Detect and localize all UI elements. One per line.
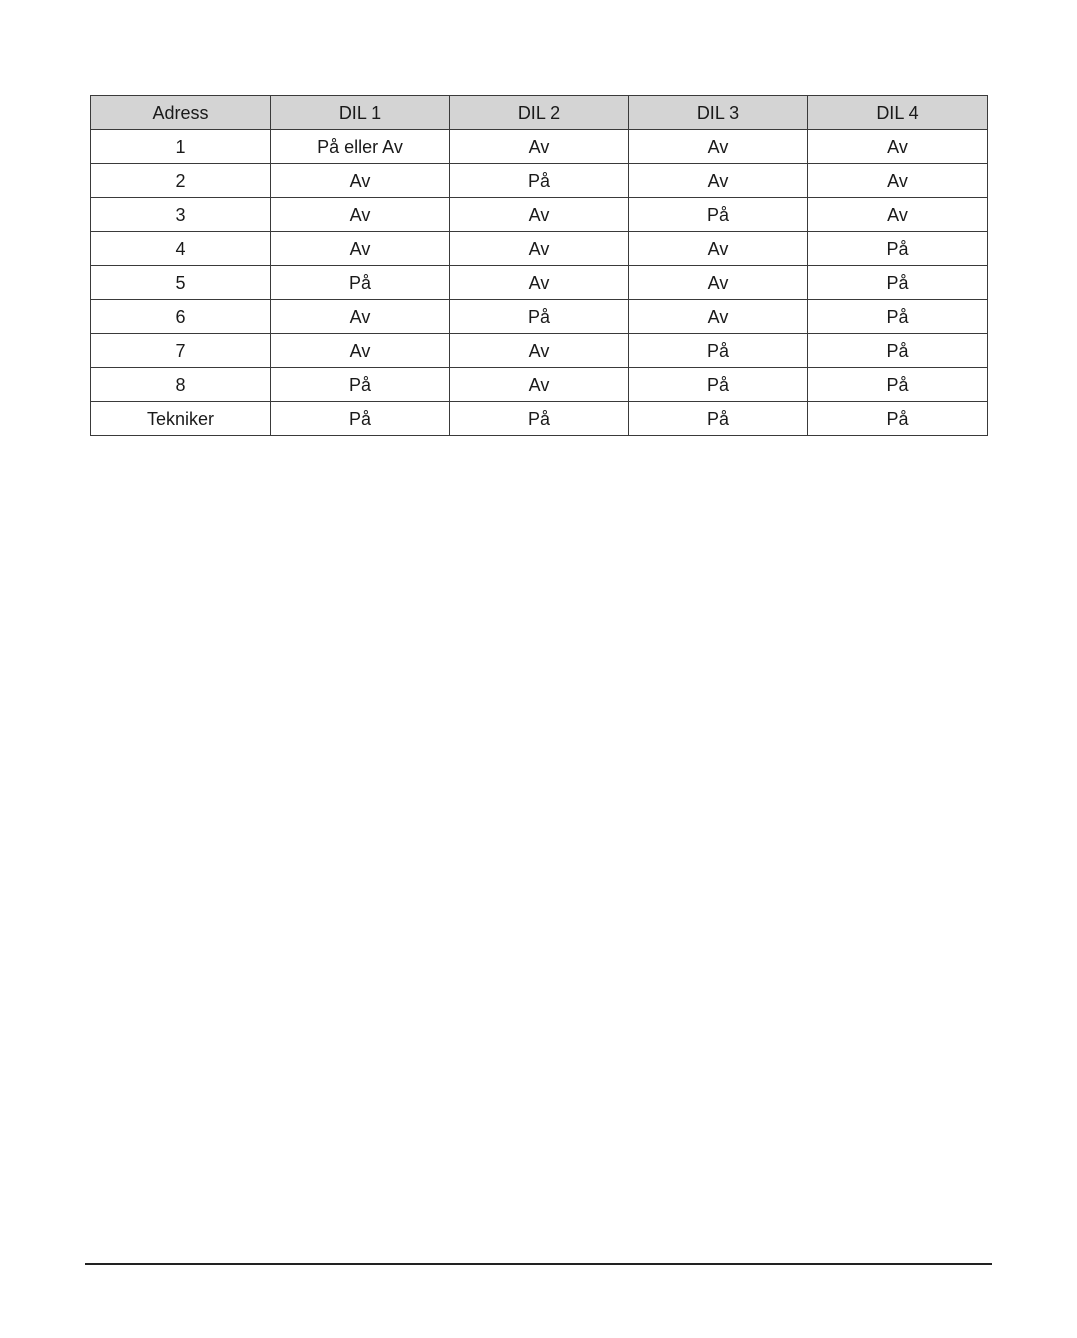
- cell-dil-3: Av: [629, 164, 808, 198]
- table-row: [91, 130, 988, 164]
- table-row: [91, 300, 988, 334]
- header-adress: Adress: [91, 96, 271, 130]
- table-header-row: [91, 96, 988, 130]
- cell-dil-1: På eller Av: [271, 130, 450, 164]
- header-dil-1: DIL 1: [271, 96, 450, 130]
- cell-dil-3: På: [629, 368, 808, 402]
- cell-adress: 1: [91, 130, 271, 164]
- cell-dil-2: Av: [450, 334, 629, 368]
- header-dil-4: DIL 4: [808, 96, 988, 130]
- cell-dil-4: På: [808, 266, 988, 300]
- cell-dil-1: Av: [271, 198, 450, 232]
- cell-dil-4: På: [808, 368, 988, 402]
- table-row: [91, 402, 988, 436]
- cell-adress: 5: [91, 266, 271, 300]
- cell-dil-4: På: [808, 334, 988, 368]
- dil-switch-table: [90, 95, 988, 436]
- cell-dil-2: På: [450, 402, 629, 436]
- cell-dil-3: Av: [629, 300, 808, 334]
- cell-dil-1: Av: [271, 300, 450, 334]
- cell-adress: 7: [91, 334, 271, 368]
- footer-divider: [85, 1263, 992, 1265]
- table-row: [91, 198, 988, 232]
- cell-dil-1: På: [271, 402, 450, 436]
- cell-dil-1: Av: [271, 334, 450, 368]
- cell-dil-4: Av: [808, 130, 988, 164]
- cell-dil-2: Av: [450, 232, 629, 266]
- cell-dil-2: På: [450, 164, 629, 198]
- cell-dil-3: På: [629, 334, 808, 368]
- cell-dil-4: På: [808, 402, 988, 436]
- cell-dil-4: På: [808, 300, 988, 334]
- table-row: [91, 368, 988, 402]
- cell-dil-1: Av: [271, 232, 450, 266]
- cell-adress: 8: [91, 368, 271, 402]
- cell-dil-3: På: [629, 198, 808, 232]
- header-dil-3: DIL 3: [629, 96, 808, 130]
- cell-adress: 6: [91, 300, 271, 334]
- cell-dil-1: På: [271, 368, 450, 402]
- table-row: [91, 266, 988, 300]
- cell-dil-1: På: [271, 266, 450, 300]
- header-dil-2: DIL 2: [450, 96, 629, 130]
- cell-dil-3: Av: [629, 266, 808, 300]
- table-row: [91, 334, 988, 368]
- cell-dil-2: Av: [450, 130, 629, 164]
- cell-dil-2: Av: [450, 198, 629, 232]
- cell-dil-2: På: [450, 300, 629, 334]
- cell-dil-4: Av: [808, 164, 988, 198]
- cell-dil-3: Av: [629, 232, 808, 266]
- cell-dil-4: På: [808, 232, 988, 266]
- cell-dil-4: Av: [808, 198, 988, 232]
- cell-adress: 4: [91, 232, 271, 266]
- cell-dil-3: På: [629, 402, 808, 436]
- cell-adress: 2: [91, 164, 271, 198]
- cell-dil-2: Av: [450, 368, 629, 402]
- cell-dil-2: Av: [450, 266, 629, 300]
- table-row: [91, 232, 988, 266]
- cell-dil-1: Av: [271, 164, 450, 198]
- cell-adress: 3: [91, 198, 271, 232]
- cell-dil-3: Av: [629, 130, 808, 164]
- table-row: [91, 164, 988, 198]
- cell-adress: Tekniker: [91, 402, 271, 436]
